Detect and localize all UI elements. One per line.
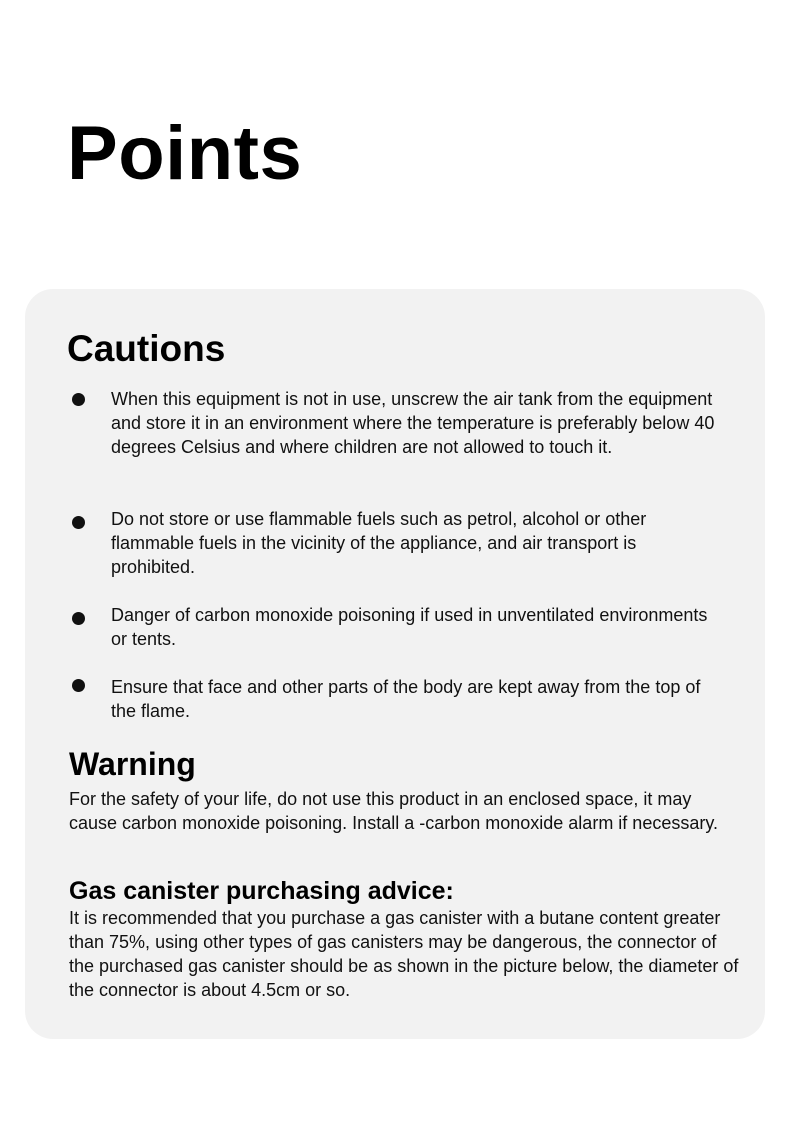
advice-heading: Gas canister purchasing advice:	[69, 877, 454, 905]
bullet-icon	[72, 679, 85, 692]
caution-text: Do not store or use flammable fuels such as petrol, alcohol or other flammable fuels in the vicinity of the appliance, and air transport is prohibited.	[111, 509, 647, 577]
caution-text: When this equipment is not in use, unscrew the air tank from the equipment and store it in an environment where the temperature is preferably below 40 degrees Celsius and where children are not allowed to touch it.	[111, 389, 715, 457]
warning-heading: Warning	[69, 746, 196, 782]
warning-text: For the safety of your life, do not use this product in an enclosed space, it may cause carbon monoxide poisoning. Install a -carbon monoxide alarm if necessary.	[69, 789, 719, 833]
page-title: Points	[67, 111, 303, 196]
caution-text: Danger of carbon monoxide poisoning if used in unventilated environments or tents.	[111, 605, 708, 649]
cautions-heading: Cautions	[67, 328, 226, 369]
caution-text: Ensure that face and other parts of the body are kept away from the top of the flame.	[111, 677, 701, 721]
info-panel	[25, 289, 765, 1039]
bullet-icon	[72, 612, 85, 625]
bullet-icon	[72, 393, 85, 406]
advice-text: It is recommended that you purchase a gas canister with a butane content greater than 75%, using other types of gas canisters may be dangerous, the connector of the purchased gas canister should be as shown in the picture below, the diameter of the connector is about 4.5cm or so.	[69, 908, 739, 1000]
bullet-icon	[72, 516, 85, 529]
